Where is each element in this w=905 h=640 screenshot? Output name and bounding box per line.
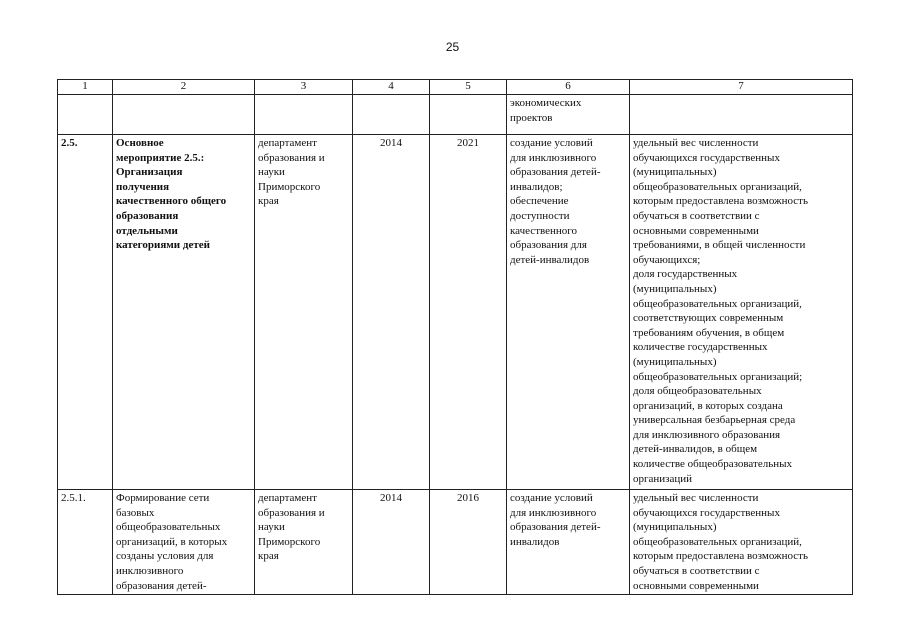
cell-executor: департамент образования и науки Приморского края xyxy=(255,490,353,595)
cell-number xyxy=(58,95,113,135)
cell-executor xyxy=(255,95,353,135)
cell-start-year xyxy=(353,95,430,135)
column-header-4: 4 xyxy=(353,80,430,95)
cell-number: 2.5.1. xyxy=(58,490,113,595)
cell-result: экономических проектов xyxy=(507,95,630,135)
cell-executor: департамент образования и науки Приморского края xyxy=(255,135,353,490)
cell-result: создание условий для инклюзивного образования детей- инвалидов xyxy=(507,490,630,595)
cell-end-year: 2016 xyxy=(430,490,507,595)
cell-indicators: удельный вес численности обучающихся государственных (муниципальных) общеобразовательных организаций, которым предоставлена возможность обучаться в соответствии с основными современными требованиями, в общей численности обучающихся; доля государственных (муниципальных) общеобразовательных организаций, соответствующих современным требованиям обучения, в общем количестве государственных (муниципальных) общеобразовательных организаций; доля общеобразовательных организаций, в которых создана универсальная безбарьерная среда для инклюзивного образования детей-инвалидов, в общем количестве общеобразовательных организаций xyxy=(630,135,853,490)
cell-indicators xyxy=(630,95,853,135)
cell-end-year: 2021 xyxy=(430,135,507,490)
cell-name: Формирование сети базовых общеобразовательных организаций, в которых созданы условия для инклюзивного образования детей- xyxy=(113,490,255,595)
column-header-7: 7 xyxy=(630,80,853,95)
cell-result: создание условий для инклюзивного образования детей- инвалидов; обеспечение доступности качественного образования для детей-инвалидов xyxy=(507,135,630,490)
column-header-2: 2 xyxy=(113,80,255,95)
column-header-6: 6 xyxy=(507,80,630,95)
cell-name: Основное мероприятие 2.5.: Организация получения качественного общего образования отдельными категориями детей xyxy=(113,135,255,490)
cell-name xyxy=(113,95,255,135)
column-header-1: 1 xyxy=(58,80,113,95)
column-header-3: 3 xyxy=(255,80,353,95)
measures-table xyxy=(57,79,853,595)
cell-number: 2.5. xyxy=(58,135,113,490)
column-header-5: 5 xyxy=(430,80,507,95)
table-row xyxy=(58,135,853,490)
table-row xyxy=(58,490,853,595)
page-number: 25 xyxy=(445,40,460,54)
cell-start-year: 2014 xyxy=(353,135,430,490)
header-row xyxy=(58,80,853,95)
cell-end-year xyxy=(430,95,507,135)
cell-start-year: 2014 xyxy=(353,490,430,595)
cell-indicators: удельный вес численности обучающихся государственных (муниципальных) общеобразовательных организаций, которым предоставлена возможность обучаться в соответствии с основными современными xyxy=(630,490,853,595)
table-row xyxy=(58,95,853,135)
